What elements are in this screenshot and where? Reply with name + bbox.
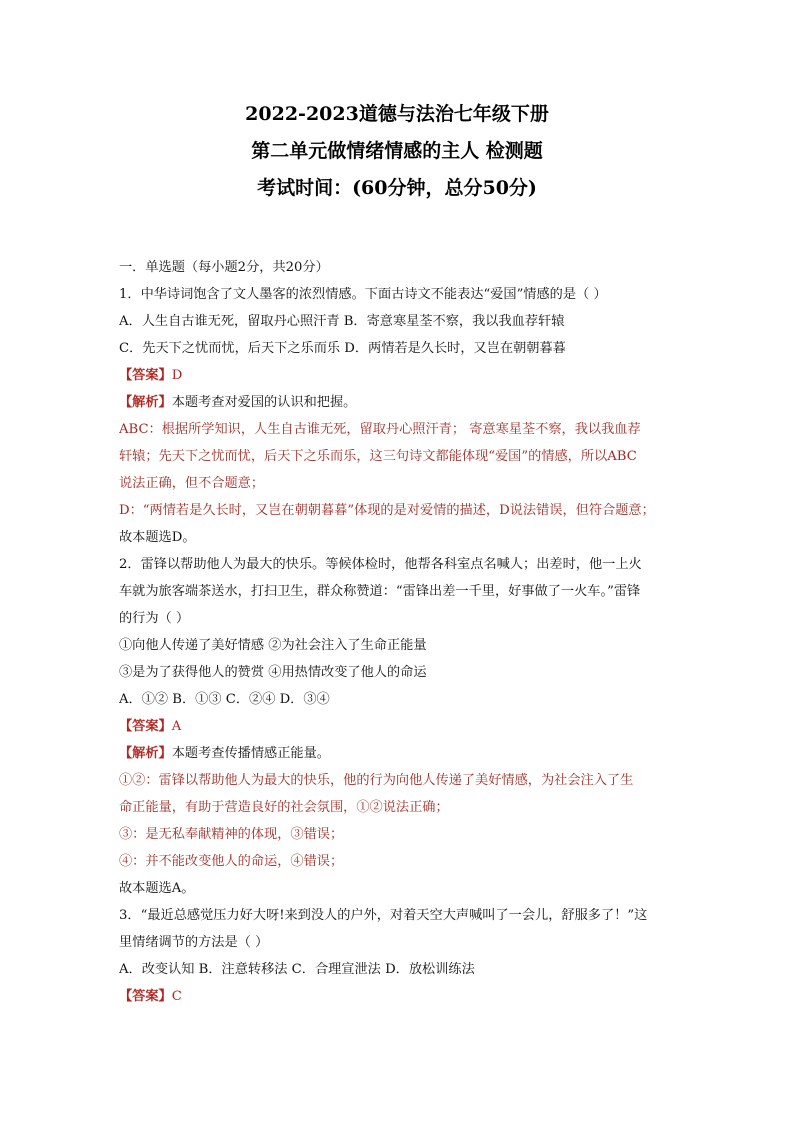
q1-stem: 1．中华诗词饱含了文人墨客的浓烈情感。下面古诗文不能表达“爱国”情感的是（ ）	[119, 287, 607, 302]
q1-analysis-line: 轩辕；先天下之忧而忧，后天下之乐而乐，这三句诗文都能体现“爱国”的情感，所以ABC	[119, 449, 637, 464]
q1-options-cd: C．先天下之忧而忧，后天下之乐而乐 D．两情若是久长时，又岂在朝朝暮暮	[119, 341, 566, 356]
q2-analysis-line: ③：是无私奉献精神的体现，③错误；	[119, 827, 344, 842]
q3-stem: 3．“最近总感觉压力好大呀!来到没人的户外，对着天空大声喊叫了一会儿，舒服多了！”这	[119, 908, 648, 923]
q1-explanation-head	[119, 389, 679, 416]
q1-answer	[119, 362, 679, 389]
answer-label: 【答案】	[119, 989, 172, 1004]
q3-answer	[119, 983, 679, 1010]
exam-time-info: 考试时间：(60分钟，总分50分)	[257, 177, 537, 199]
q2-stem: 2．雷锋以帮助他人为最大的快乐。等候体检时，他帮各科室点名喊人；出差时，他一上火	[119, 557, 642, 572]
answer-value: D	[171, 368, 183, 383]
q2-analysis-line: 命正能量，有助于营造良好的社会氛围，①②说法正确；	[119, 800, 449, 815]
document-subtitle: 第二单元做情绪情感的主人 检测题	[251, 140, 543, 162]
q1-analysis-line: D：“两情若是久长时，又岂在朝朝暮暮”体现的是对爱情的描述，D说法错误，但符合题意；	[119, 503, 655, 518]
q1-analysis-line: ABC：根据所学知识，人生自古谁无死，留取丹心照汗青； 寄意寒星荃不察，我以我血荐	[119, 422, 641, 437]
q3-stem: 里情绪调节的方法是（ ）	[119, 935, 269, 950]
answer-label: 【答案】	[119, 368, 172, 383]
q1-conclusion: 故本题选D。	[119, 530, 196, 545]
q1-options-ab: A．人生自古谁无死，留取丹心照汗青 B．寄意寒星荃不察，我以我血荐轩辕	[119, 314, 565, 329]
q2-stem: 车就为旅客端茶送水，打扫卫生，群众称赞道：“雷锋出差一千里，好事做了一火车。”雷锋	[119, 584, 641, 599]
q2-statements-34: ③是为了获得他人的赞赏 ④用热情改变了他人的命运	[119, 665, 427, 680]
document-header	[0, 96, 794, 207]
q2-conclusion: 故本题选A。	[119, 881, 195, 896]
q2-explanation-head	[119, 740, 679, 767]
explanation-text: 本题考查传播情感正能量。	[171, 746, 330, 761]
q1-analysis-line: 说法正确，但不合题意；	[119, 476, 265, 491]
q2-statements-12: ①向他人传递了美好情感 ②为社会注入了生命正能量	[119, 638, 427, 653]
q3-options: A．改变认知 B．注意转移法 C．合理宣泄法 D．放松训练法	[119, 962, 475, 977]
answer-value: A	[171, 719, 182, 734]
section-heading: 一．单选题（每小题2分，共20分）	[119, 260, 329, 275]
explanation-text: 本题考查对爱国的认识和把握。	[171, 395, 357, 410]
explanation-label: 【解析】	[119, 746, 172, 761]
q2-options: A．①② B．①③ C．②④ D．③④	[119, 692, 330, 707]
q2-answer	[119, 713, 679, 740]
q2-analysis-line: ①②：雷锋以帮助他人为最大的快乐，他的行为向他人传递了美好情感，为社会注入了生	[119, 773, 634, 788]
answer-value: C	[171, 989, 182, 1004]
answer-label: 【答案】	[119, 719, 172, 734]
document-title: 2022-2023道德与法治七年级下册	[245, 103, 549, 125]
document-body	[119, 254, 679, 1010]
q2-analysis-line: ④：并不能改变他人的命运，④错误；	[119, 854, 344, 869]
explanation-label: 【解析】	[119, 395, 172, 410]
q2-stem: 的行为（ ）	[119, 611, 190, 626]
